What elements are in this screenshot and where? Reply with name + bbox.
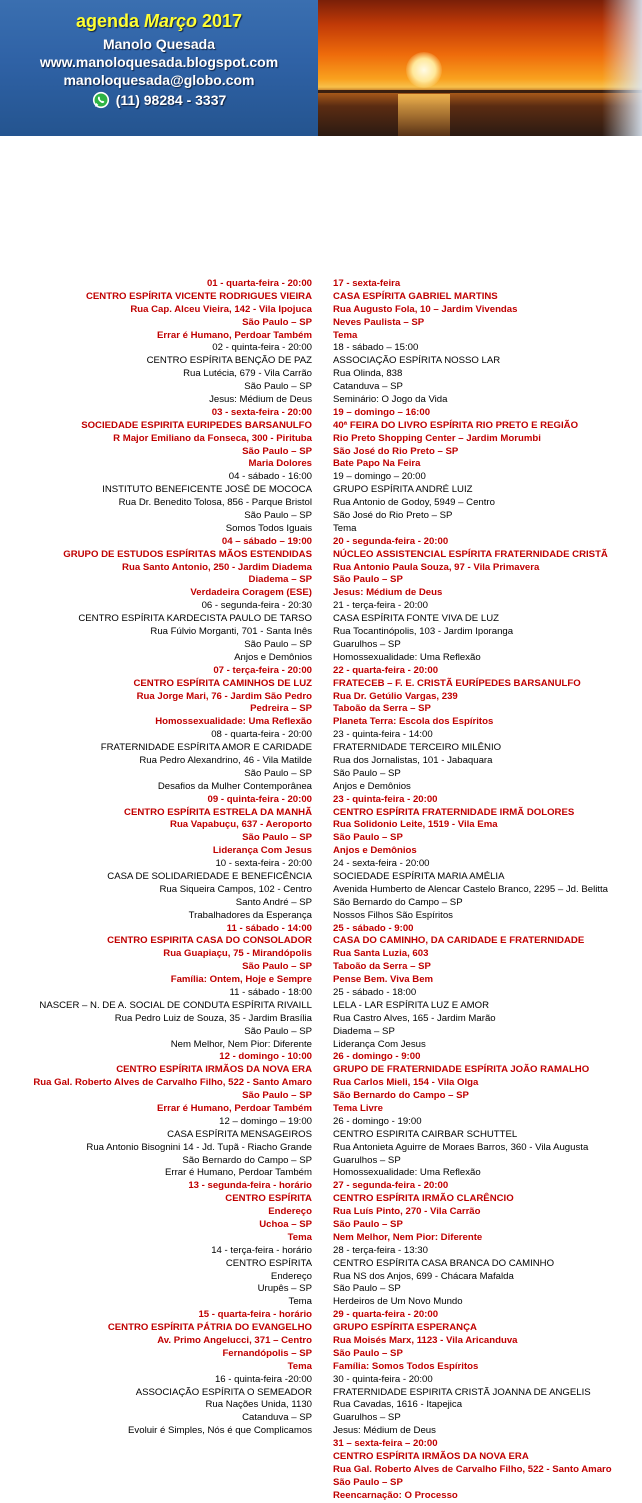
agenda-line: ASSOCIAÇÃO ESPÍRITA NOSSO LAR <box>333 355 501 367</box>
agenda-line: 13 - segunda-feira - horário <box>188 1180 312 1192</box>
agenda-line: Anjos e Demônios <box>234 651 312 663</box>
agenda-line: ASSOCIAÇÃO ESPÍRITA O SEMEADOR <box>135 1386 312 1398</box>
agenda-line: GRUPO DE FRATERNIDADE ESPÍRITA JOÃO RAMALHO <box>333 1064 590 1076</box>
header-text-panel <box>0 0 318 136</box>
agenda-line: 40ª FEIRA DO LIVRO ESPÍRITA RIO PRETO E REGIÃO <box>333 419 579 431</box>
agenda-line: Pense Bem. Viva Bem <box>333 974 434 986</box>
agenda-line: Taboão da Serra – SP <box>333 961 431 973</box>
agenda-line: Rua Solidonio Leite, 1519 - Vila Ema <box>333 819 498 831</box>
agenda-line: São Paulo – SP <box>242 832 312 844</box>
agenda-line: Liderança Com Jesus <box>212 845 312 857</box>
agenda-line: São Bernardo do Campo – SP <box>333 1090 469 1102</box>
agenda-line: Somos Todos Iguais <box>225 522 312 534</box>
agenda-line: 01 - quarta-feira - 20:00 <box>206 278 312 289</box>
agenda-line: NASCER – N. DE A. SOCIAL DE CONDUTA ESPÍRITA RIVAILL <box>39 999 312 1011</box>
agenda-line: CENTRO ESPÍRITA IRMÃO CLARÊNCIO <box>333 1193 514 1205</box>
agenda-line: 11 - sábado - 18:00 <box>229 986 312 998</box>
agenda-line: INSTITUTO BENEFICENTE JOSÉ DE MOCOCA <box>102 484 312 496</box>
agenda-line: Verdadeira Coragem (ESE) <box>190 587 312 599</box>
agenda-line: FRATERNIDADE ESPIRITA CRISTÃ JOANNA DE ANGELIS <box>333 1386 591 1398</box>
agenda-line: 24 - sexta-feira - 20:00 <box>333 858 430 870</box>
agenda-line: R Major Emiliano da Fonseca, 300 - Pirituba <box>113 432 312 444</box>
agenda-line: 10 - sexta-feira - 20:00 <box>215 858 312 870</box>
agenda-line: 12 - domingo - 10:00 <box>219 1051 312 1063</box>
agenda-line: São Paulo – SP <box>333 1283 401 1295</box>
agenda-line: 14 - terça-feira - horário <box>211 1244 312 1256</box>
agenda-line: CENTRO ESPÍRITA VICENTE RODRIGUES VIEIRA <box>85 290 312 302</box>
agenda-line: 07 - terça-feira - 20:00 <box>213 664 312 676</box>
agenda-line: 19 – domingo – 16:00 <box>333 406 431 418</box>
agenda-line: Rio Preto Shopping Center – Jardim Morumbi <box>333 432 541 444</box>
agenda-line: Tema <box>288 1296 312 1308</box>
agenda-line: 11 - sábado - 14:00 <box>226 922 312 934</box>
agenda-line: 04 - sábado - 16:00 <box>228 471 312 483</box>
agenda-line: 27 - segunda-feira - 20:00 <box>333 1180 449 1192</box>
phone-line <box>0 91 318 112</box>
agenda-line: Jesus: Médium de Deus <box>333 1425 436 1437</box>
agenda-line: Catanduva – SP <box>242 1412 312 1424</box>
agenda-line: Jesus: Médium de Deus <box>333 587 443 599</box>
agenda-line: CASA ESPÍRITA FONTE VIVA DE LUZ <box>333 613 499 625</box>
agenda-line: Seminário: O Jogo da Vida <box>333 394 448 406</box>
agenda-line: Evoluir é Simples, Nós é que Complicamos <box>128 1425 312 1437</box>
agenda-line: SOCIEDADE ESPÍRITA MARIA AMÉLIA <box>333 870 505 882</box>
agenda-line: CASA ESPÍRITA GABRIEL MARTINS <box>333 290 498 302</box>
agenda-line: São José do Rio Preto – SP <box>333 445 459 457</box>
agenda-line: Taboão da Serra – SP <box>333 703 431 715</box>
agenda-title <box>0 0 318 32</box>
agenda-line: Herdeiros de Um Novo Mundo <box>333 1296 463 1308</box>
agenda-line: Rua Tocantinópolis, 103 - Jardim Iporanga <box>333 626 514 638</box>
agenda-line: Rua Santa Luzia, 603 <box>333 948 429 960</box>
agenda-line: Fernandópolis – SP <box>222 1347 312 1359</box>
agenda-line: Errar é Humano, Perdoar Também <box>157 329 312 341</box>
agenda-line: Rua Santo Antonio, 250 - Jardim Diadema <box>122 561 312 573</box>
agenda-line: CENTRO ESPÍRITA <box>225 1193 312 1205</box>
agenda-line: São Paulo – SP <box>242 316 312 328</box>
phone-number[interactable]: (11) 98284 - 3337 <box>115 92 227 108</box>
agenda-line: Rua Pedro Alexandrino, 46 - Vila Matilde <box>139 754 312 766</box>
agenda-line: Rua Augusto Fola, 10 – Jardim Vivendas <box>333 303 518 315</box>
agenda-line: 31 – sexta-feira – 20:00 <box>333 1438 438 1450</box>
agenda-line: Diadema – SP <box>333 1025 395 1037</box>
agenda-line: São Bernardo do Campo – SP <box>182 1154 312 1166</box>
agenda-line: Av. Primo Angelucci, 371 – Centro <box>157 1335 312 1347</box>
agenda-line: Rua Guapiaçu, 75 - Mirandópolis <box>163 948 312 960</box>
agenda-line: 17 - sexta-feira <box>333 278 401 289</box>
agenda-line: Rua Antonio de Godoy, 5949 – Centro <box>333 497 495 509</box>
agenda-line: Rua Fúlvio Morganti, 701 - Santa Inês <box>150 626 312 638</box>
agenda-line: Nem Melhor, Nem Pior: Diferente <box>170 1038 312 1050</box>
sky-fade <box>602 0 642 136</box>
sunset-photo <box>318 0 642 136</box>
agenda-line: Rua dos Jornalistas, 101 - Jabaquara <box>333 754 493 766</box>
agenda-line: Rua Cap. Alceu Vieira, 142 - Vila Ipojuca <box>130 303 312 315</box>
agenda-line: Nem Melhor, Nem Pior: Diferente <box>333 1231 483 1243</box>
agenda-line: Tema <box>287 1360 312 1372</box>
agenda-line: São Paulo – SP <box>242 445 312 457</box>
title-month: Março <box>143 11 197 31</box>
agenda-line: Rua Cavadas, 1616 - Itapejica <box>333 1399 463 1411</box>
agenda-line: Rua Gal. Roberto Alves de Carvalho Filho, 522 - Santo Amaro <box>333 1463 612 1475</box>
agenda-line: São Paulo – SP <box>244 510 312 522</box>
agenda-line: Rua Pedro Luiz de Souza, 35 - Jardim Brasília <box>114 1012 312 1024</box>
agenda-line: São Paulo – SP <box>244 1025 312 1037</box>
agenda-line: Rua Siqueira Campos, 102 - Centro <box>159 883 312 895</box>
agenda-line: CENTRO ESPIRITA CAIRBAR SCHUTTEL <box>333 1128 518 1140</box>
horizon-line <box>318 90 642 93</box>
whatsapp-icon <box>92 91 110 109</box>
agenda-line: Avenida Humberto de Alencar Castelo Branco, 2295 – Jd. Belitta <box>333 883 609 895</box>
agenda-line: Guarulhos – SP <box>333 1412 401 1424</box>
agenda-line: São Paulo – SP <box>333 1219 403 1231</box>
agenda-line: Tema Livre <box>333 1103 383 1114</box>
agenda-line: Endereço <box>268 1206 312 1218</box>
agenda-line: Rua Carlos Mieli, 154 - Vila Olga <box>333 1077 479 1089</box>
title-year: 2017 <box>197 11 243 31</box>
agenda-line: Uchoa – SP <box>259 1219 312 1231</box>
blog-link[interactable]: www.manoloquesada.blogspot.com <box>39 54 279 70</box>
agenda-line: São Paulo – SP <box>333 574 403 586</box>
agenda-line: Liderança Com Jesus <box>333 1038 426 1050</box>
agenda-line: Nossos Filhos São Espíritos <box>333 909 453 921</box>
agenda-line: São Paulo – SP <box>333 1347 403 1359</box>
agenda-line: Guarulhos – SP <box>333 1154 401 1166</box>
agenda-line: Neves Paulista – SP <box>333 316 425 328</box>
agenda-line: 25 - sábado - 9:00 <box>333 922 414 934</box>
agenda-line: Rua Lutécia, 679 - Vila Carrão <box>183 368 312 380</box>
agenda-line: 23 - quinta-feira - 14:00 <box>333 729 433 741</box>
sun-reflection <box>398 94 450 136</box>
agenda-line: São Paulo – SP <box>333 832 403 844</box>
agenda-line: 23 - quinta-feira - 20:00 <box>333 793 438 805</box>
agenda-line: Reencarnação: O Processo <box>333 1489 458 1501</box>
agenda-line: 16 - quinta-feira -20:00 <box>214 1373 312 1385</box>
agenda-line: 29 - quarta-feira - 20:00 <box>333 1309 439 1321</box>
agenda-line: CENTRO ESPIRITA CASA DO CONSOLADOR <box>107 935 312 947</box>
agenda-line: Família: Ontem, Hoje e Sempre <box>170 974 312 986</box>
agenda-line: Rua Vapabuçu, 637 - Aeroporto <box>170 819 312 831</box>
agenda-line: Família: Somos Todos Espíritos <box>333 1360 479 1372</box>
agenda-line: CENTRO ESPÍRITA <box>225 1257 312 1269</box>
agenda-line: Tema <box>333 522 357 534</box>
agenda-line: 25 - sábado - 18:00 <box>333 986 417 998</box>
agenda-line: São Paulo – SP <box>333 767 401 779</box>
agenda-line: 26 - domingo - 9:00 <box>333 1051 421 1063</box>
agenda-line: CENTRO ESPÍRITA CASA BRANCA DO CAMINHO <box>333 1257 555 1269</box>
agenda-line: Rua Dr. Benedito Tolosa, 856 - Parque Bristol <box>118 497 312 509</box>
agenda-line: São Paulo – SP <box>244 767 312 779</box>
agenda-line: 09 - quinta-feira - 20:00 <box>207 793 312 805</box>
agenda-line: Rua Jorge Mari, 76 - Jardim São Pedro <box>136 690 312 702</box>
agenda-line: Anjos e Demônios <box>333 780 411 792</box>
agenda-line: NÚCLEO ASSISTENCIAL ESPÍRITA FRATERNIDADE CRISTÃ <box>333 548 608 560</box>
agenda-line: 26 - domingo - 19:00 <box>333 1115 422 1127</box>
agenda-line: Errar é Humano, Perdoar Também <box>165 1167 312 1179</box>
agenda-line: Errar é Humano, Perdoar Também <box>157 1103 312 1114</box>
agenda-line: 22 - quarta-feira - 20:00 <box>333 664 439 676</box>
agenda-line: São Paulo – SP <box>242 961 312 973</box>
agenda-line: Rua Antonio Paula Souza, 97 - Vila Primavera <box>333 561 540 573</box>
agenda-right-column <box>333 278 638 1503</box>
agenda-line: 02 - quinta-feira - 20:00 <box>212 342 312 354</box>
agenda-line: Planeta Terra: Escola dos Espíritos <box>333 716 494 728</box>
title-prefix: agenda <box>75 11 144 31</box>
agenda-line: Bate Papo Na Feira <box>333 458 421 470</box>
agenda-line: CENTRO ESPÍRITA IRMÃOS DA NOVA ERA <box>333 1451 529 1463</box>
agenda-line: Endereço <box>270 1270 312 1282</box>
agenda-line: 06 - segunda-feira - 20:30 <box>201 600 312 612</box>
agenda-line: 19 – domingo – 20:00 <box>333 471 426 483</box>
agenda-line: 08 - quarta-feira - 20:00 <box>211 729 312 741</box>
agenda-line: Rua NS dos Anjos, 699 - Chácara Mafalda <box>333 1270 514 1282</box>
agenda-line: São Paulo – SP <box>242 1090 312 1102</box>
agenda-line: GRUPO DE ESTUDOS ESPÍRITAS MÃOS ESTENDIDAS <box>63 548 312 560</box>
agenda-line: Rua Olinda, 838 <box>333 368 403 380</box>
agenda-line: 28 - terça-feira - 13:30 <box>333 1244 428 1256</box>
agenda-header <box>0 0 642 136</box>
agenda-line: 04 – sábado – 19:00 <box>221 535 312 547</box>
agenda-line: 12 – domingo – 19:00 <box>219 1115 312 1127</box>
agenda-line: Homossexualidade: Uma Reflexão <box>333 651 481 663</box>
email-link[interactable]: manoloquesada@globo.com <box>63 72 255 88</box>
agenda-line: São Paulo – SP <box>333 1476 403 1488</box>
agenda-line: Rua Antonieta Aguirre de Moraes Barros, 360 - Vila Augusta <box>333 1141 589 1153</box>
agenda-line: FRATERNIDADE ESPÍRITA AMOR E CARIDADE <box>100 742 312 754</box>
agenda-line: Diadema – SP <box>248 574 312 586</box>
agenda-line: FRATERNIDADE TERCEIRO MILÊNIO <box>333 742 502 754</box>
agenda-line: CENTRO ESPÍRITA FRATERNIDADE IRMÃ DOLORES <box>333 806 575 818</box>
agenda-line: CENTRO ESPÍRITA ESTRELA DA MANHÃ <box>124 806 312 818</box>
agenda-line: Guarulhos – SP <box>333 638 401 650</box>
agenda-line: CENTRO ESPÍRITA BENÇÃO DE PAZ <box>146 355 312 367</box>
agenda-line: Maria Dolores <box>248 458 312 470</box>
agenda-line: LELA - LAR ESPÍRITA LUZ E AMOR <box>333 999 490 1011</box>
agenda-line: CASA DO CAMINHO, DA CARIDADE E FRATERNIDADE <box>333 935 585 947</box>
agenda-line: Tema <box>287 1231 312 1243</box>
agenda-line: CASA ESPÍRITA MENSAGEIROS <box>167 1128 312 1140</box>
sun-shape <box>406 52 442 88</box>
agenda-line: CASA DE SOLIDARIEDADE E BENEFICÊNCIA <box>107 870 312 882</box>
agenda-line: Rua Castro Alves, 165 - Jardim Marão <box>333 1012 496 1024</box>
agenda-line: São Bernardo do Campo – SP <box>333 896 463 908</box>
agenda-line: São José do Rio Preto – SP <box>333 510 453 522</box>
agenda-line: 21 - terça-feira - 20:00 <box>333 600 428 612</box>
agenda-left-column <box>0 278 312 1438</box>
agenda-line: Desafios da Mulher Contemporânea <box>157 780 312 792</box>
agenda-line: Rua Dr. Getúlio Vargas, 239 <box>333 690 458 702</box>
agenda-line: Rua Nações Unida, 1130 <box>205 1399 312 1411</box>
agenda-line: GRUPO ESPÍRITA ESPERANÇA <box>333 1322 477 1334</box>
agenda-line: Santo André – SP <box>235 896 312 908</box>
agenda-line: São Paulo – SP <box>244 638 312 650</box>
agenda-line: SOCIEDADE ESPIRITA EURIPEDES BARSANULFO <box>81 419 312 431</box>
agenda-line: Jesus: Médium de Deus <box>209 394 312 406</box>
agenda-line: CENTRO ESPÍRITA PÁTRIA DO EVANGELHO <box>107 1322 312 1334</box>
agenda-line: Rua Antonio Bisognini 14 - Jd. Tupã - Riacho Grande <box>86 1141 312 1153</box>
agenda-line: Catanduva – SP <box>333 381 403 393</box>
agenda-line: Homossexualidade: Uma Reflexão <box>333 1167 481 1179</box>
agenda-line: CENTRO ESPÍRITA CAMINHOS DE LUZ <box>133 677 312 689</box>
agenda-line: 03 - sexta-feira - 20:00 <box>211 406 312 418</box>
agenda-line: Urupês – SP <box>257 1283 312 1295</box>
agenda-line: CENTRO ESPÍRITA IRMÃOS DA NOVA ERA <box>116 1064 312 1076</box>
agenda-line: GRUPO ESPÍRITA ANDRÉ LUIZ <box>333 484 473 496</box>
agenda-line: FRATECEB – F. E. CRISTÃ EURÍPEDES BARSANULFO <box>333 677 581 689</box>
agenda-line: 18 - sábado – 15:00 <box>333 342 419 354</box>
agenda-line: Rua Luís Pinto, 270 - Vila Carrão <box>333 1206 481 1218</box>
author-name: Manolo Quesada <box>102 36 216 52</box>
agenda-line: CENTRO ESPÍRITA KARDECISTA PAULO DE TARSO <box>78 613 312 625</box>
agenda-line: Anjos e Demônios <box>333 845 417 857</box>
agenda-line: 30 - quinta-feira - 20:00 <box>333 1373 433 1385</box>
agenda-line: Pedreira – SP <box>250 703 312 715</box>
agenda-line: São Paulo – SP <box>244 381 312 393</box>
agenda-line: Rua Moisés Marx, 1123 - Vila Aricanduva <box>333 1335 518 1347</box>
agenda-line: Rua Gal. Roberto Alves de Carvalho Filho, 522 - Santo Amaro <box>33 1077 312 1089</box>
agenda-line: 20 - segunda-feira - 20:00 <box>333 535 449 547</box>
agenda-line: Homossexualidade: Uma Reflexão <box>155 716 312 728</box>
agenda-line: Trabalhadores da Esperança <box>188 909 312 921</box>
agenda-line: Tema <box>333 329 358 341</box>
agenda-line: 15 - quarta-feira - horário <box>198 1309 312 1321</box>
